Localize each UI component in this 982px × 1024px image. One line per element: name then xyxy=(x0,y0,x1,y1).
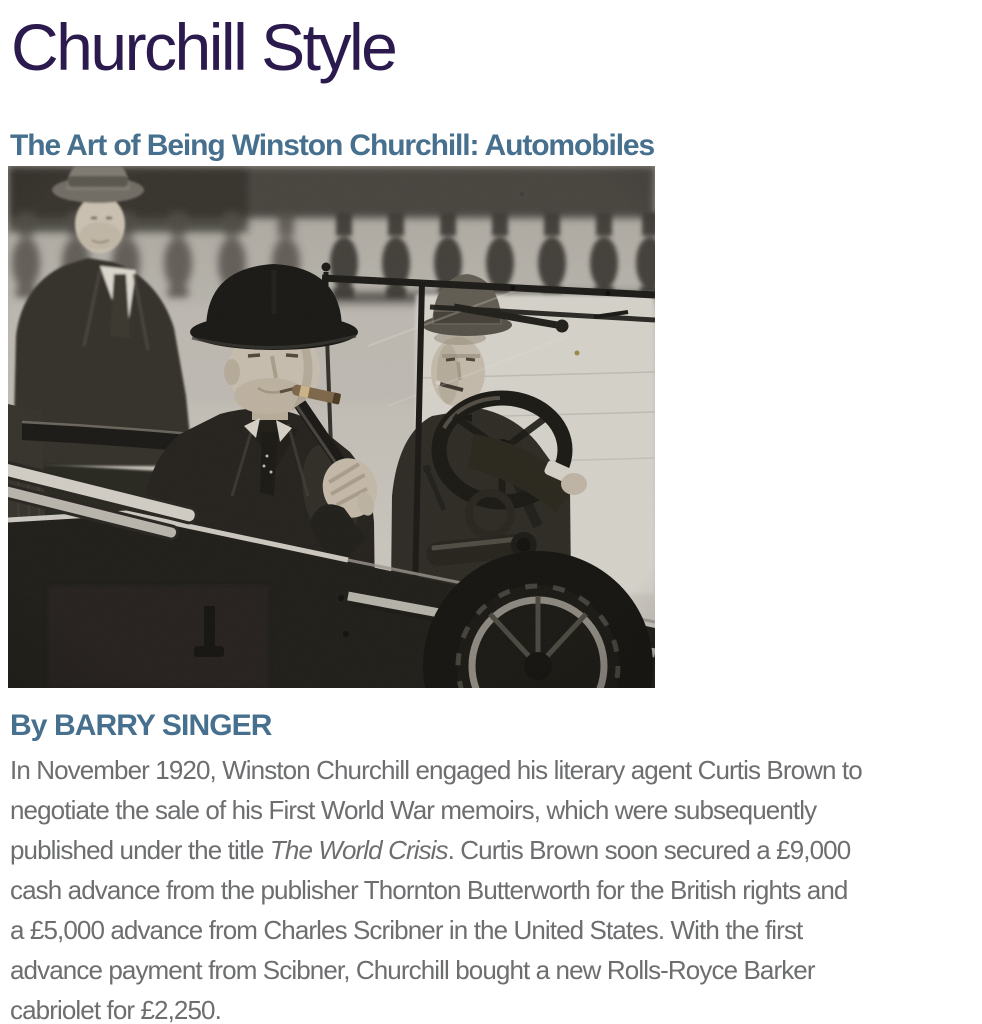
paragraph-line-6: advance payment from Scibner, Churchill bought a new Rolls-Royce Barker xyxy=(10,955,815,985)
churchill-photo xyxy=(8,166,655,688)
paragraph-text: published under the title xyxy=(10,835,270,865)
paragraph-line-1: In November 1920, Winston Churchill engaged his literary agent Curtis Brown to xyxy=(10,755,862,785)
book-title-italic: The World Crisis xyxy=(269,835,448,865)
paragraph-text: . Curtis Brown soon secured a £9,000 xyxy=(447,835,851,865)
paragraph-line-5: a £5,000 advance from Charles Scribner in the United States. With the first xyxy=(10,915,803,945)
article-byline: By BARRY SINGER xyxy=(10,709,272,742)
paragraph-line-2: negotiate the sale of his First World War memoirs, which were subsequently xyxy=(10,795,817,825)
article-subtitle: The Art of Being Winston Churchill: Automobiles xyxy=(10,129,655,162)
churchill-car-photo-illustration xyxy=(8,166,655,688)
paragraph-line-3 xyxy=(10,830,972,870)
page-title: Churchill Style xyxy=(11,10,396,84)
paragraph-line-4: cash advance from the publisher Thornton Butterworth for the British rights and xyxy=(10,875,848,905)
article-body xyxy=(10,750,972,1024)
paragraph-line-7: cabriolet for £2,250. xyxy=(10,995,221,1024)
